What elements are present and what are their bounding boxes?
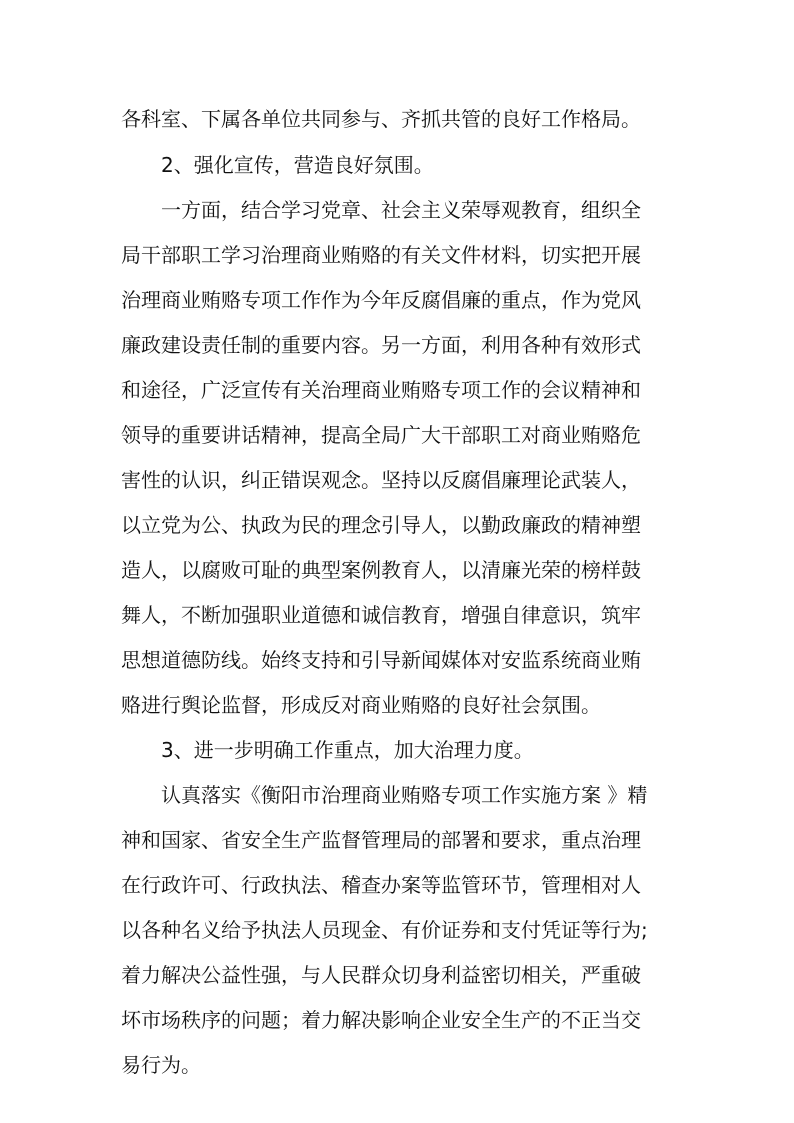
text-line: 治理商业贿赂专项工作作为今年反腐倡廉的重点，作为党风	[121, 288, 641, 312]
text-line: 赂进行舆论监督，形成反对商业贿赂的良好社会氛围。	[121, 693, 601, 717]
text-line: 舞人，不断加强职业道德和诚信教育，增强自律意识，筑牢	[121, 603, 641, 627]
text-line: 以立党为公、执政为民的理念引导人，以勤政廉政的精神塑	[121, 513, 641, 537]
section-heading: 2、强化宣传，营造良好氛围。	[161, 153, 434, 177]
text-line: 易行为。	[121, 1053, 201, 1077]
text-line: 在行政许可、行政执法、稽查办案等监管环节，管理相对人	[121, 873, 641, 897]
text-line: 造人，以腐败可耻的典型案例教育人，以清廉光荣的榜样鼓	[121, 558, 641, 582]
text-line: 一方面，结合学习党章、社会主义荣辱观教育，组织全	[161, 198, 641, 222]
text-line: 坏市场秩序的问题；着力解决影响企业安全生产的不正当交	[121, 1008, 641, 1032]
text-line: 着力解决公益性强，与人民群众切身利益密切相关，严重破	[121, 963, 641, 987]
text-line: 各科室、下属各单位共同参与、齐抓共管的良好工作格局。	[121, 107, 641, 131]
text-line: 以各种名义给予执法人员现金、有价证券和支付凭证等行为;	[121, 918, 648, 942]
text-line: 思想道德防线。始终支持和引导新闻媒体对安监系统商业贿	[121, 648, 641, 672]
text-line: 认真落实《衡阳市治理商业贿赂专项工作实施方案 》精	[161, 783, 648, 807]
section-heading: 3、进一步明确工作重点，加大治理力度。	[161, 738, 534, 762]
text-line: 局干部职工学习治理商业贿赂的有关文件材料，切实把开展	[121, 243, 641, 267]
text-line: 神和国家、省安全生产监督管理局的部署和要求，重点治理	[121, 828, 641, 852]
text-line: 领导的重要讲话精神，提高全局广大干部职工对商业贿赂危	[121, 423, 641, 447]
text-line: 害性的认识，纠正错误观念。坚持以反腐倡廉理论武装人，	[121, 468, 641, 492]
text-line: 廉政建设责任制的重要内容。另一方面，利用各种有效形式	[121, 333, 641, 357]
text-line: 和途径，广泛宣传有关治理商业贿赂专项工作的会议精神和	[121, 378, 641, 402]
